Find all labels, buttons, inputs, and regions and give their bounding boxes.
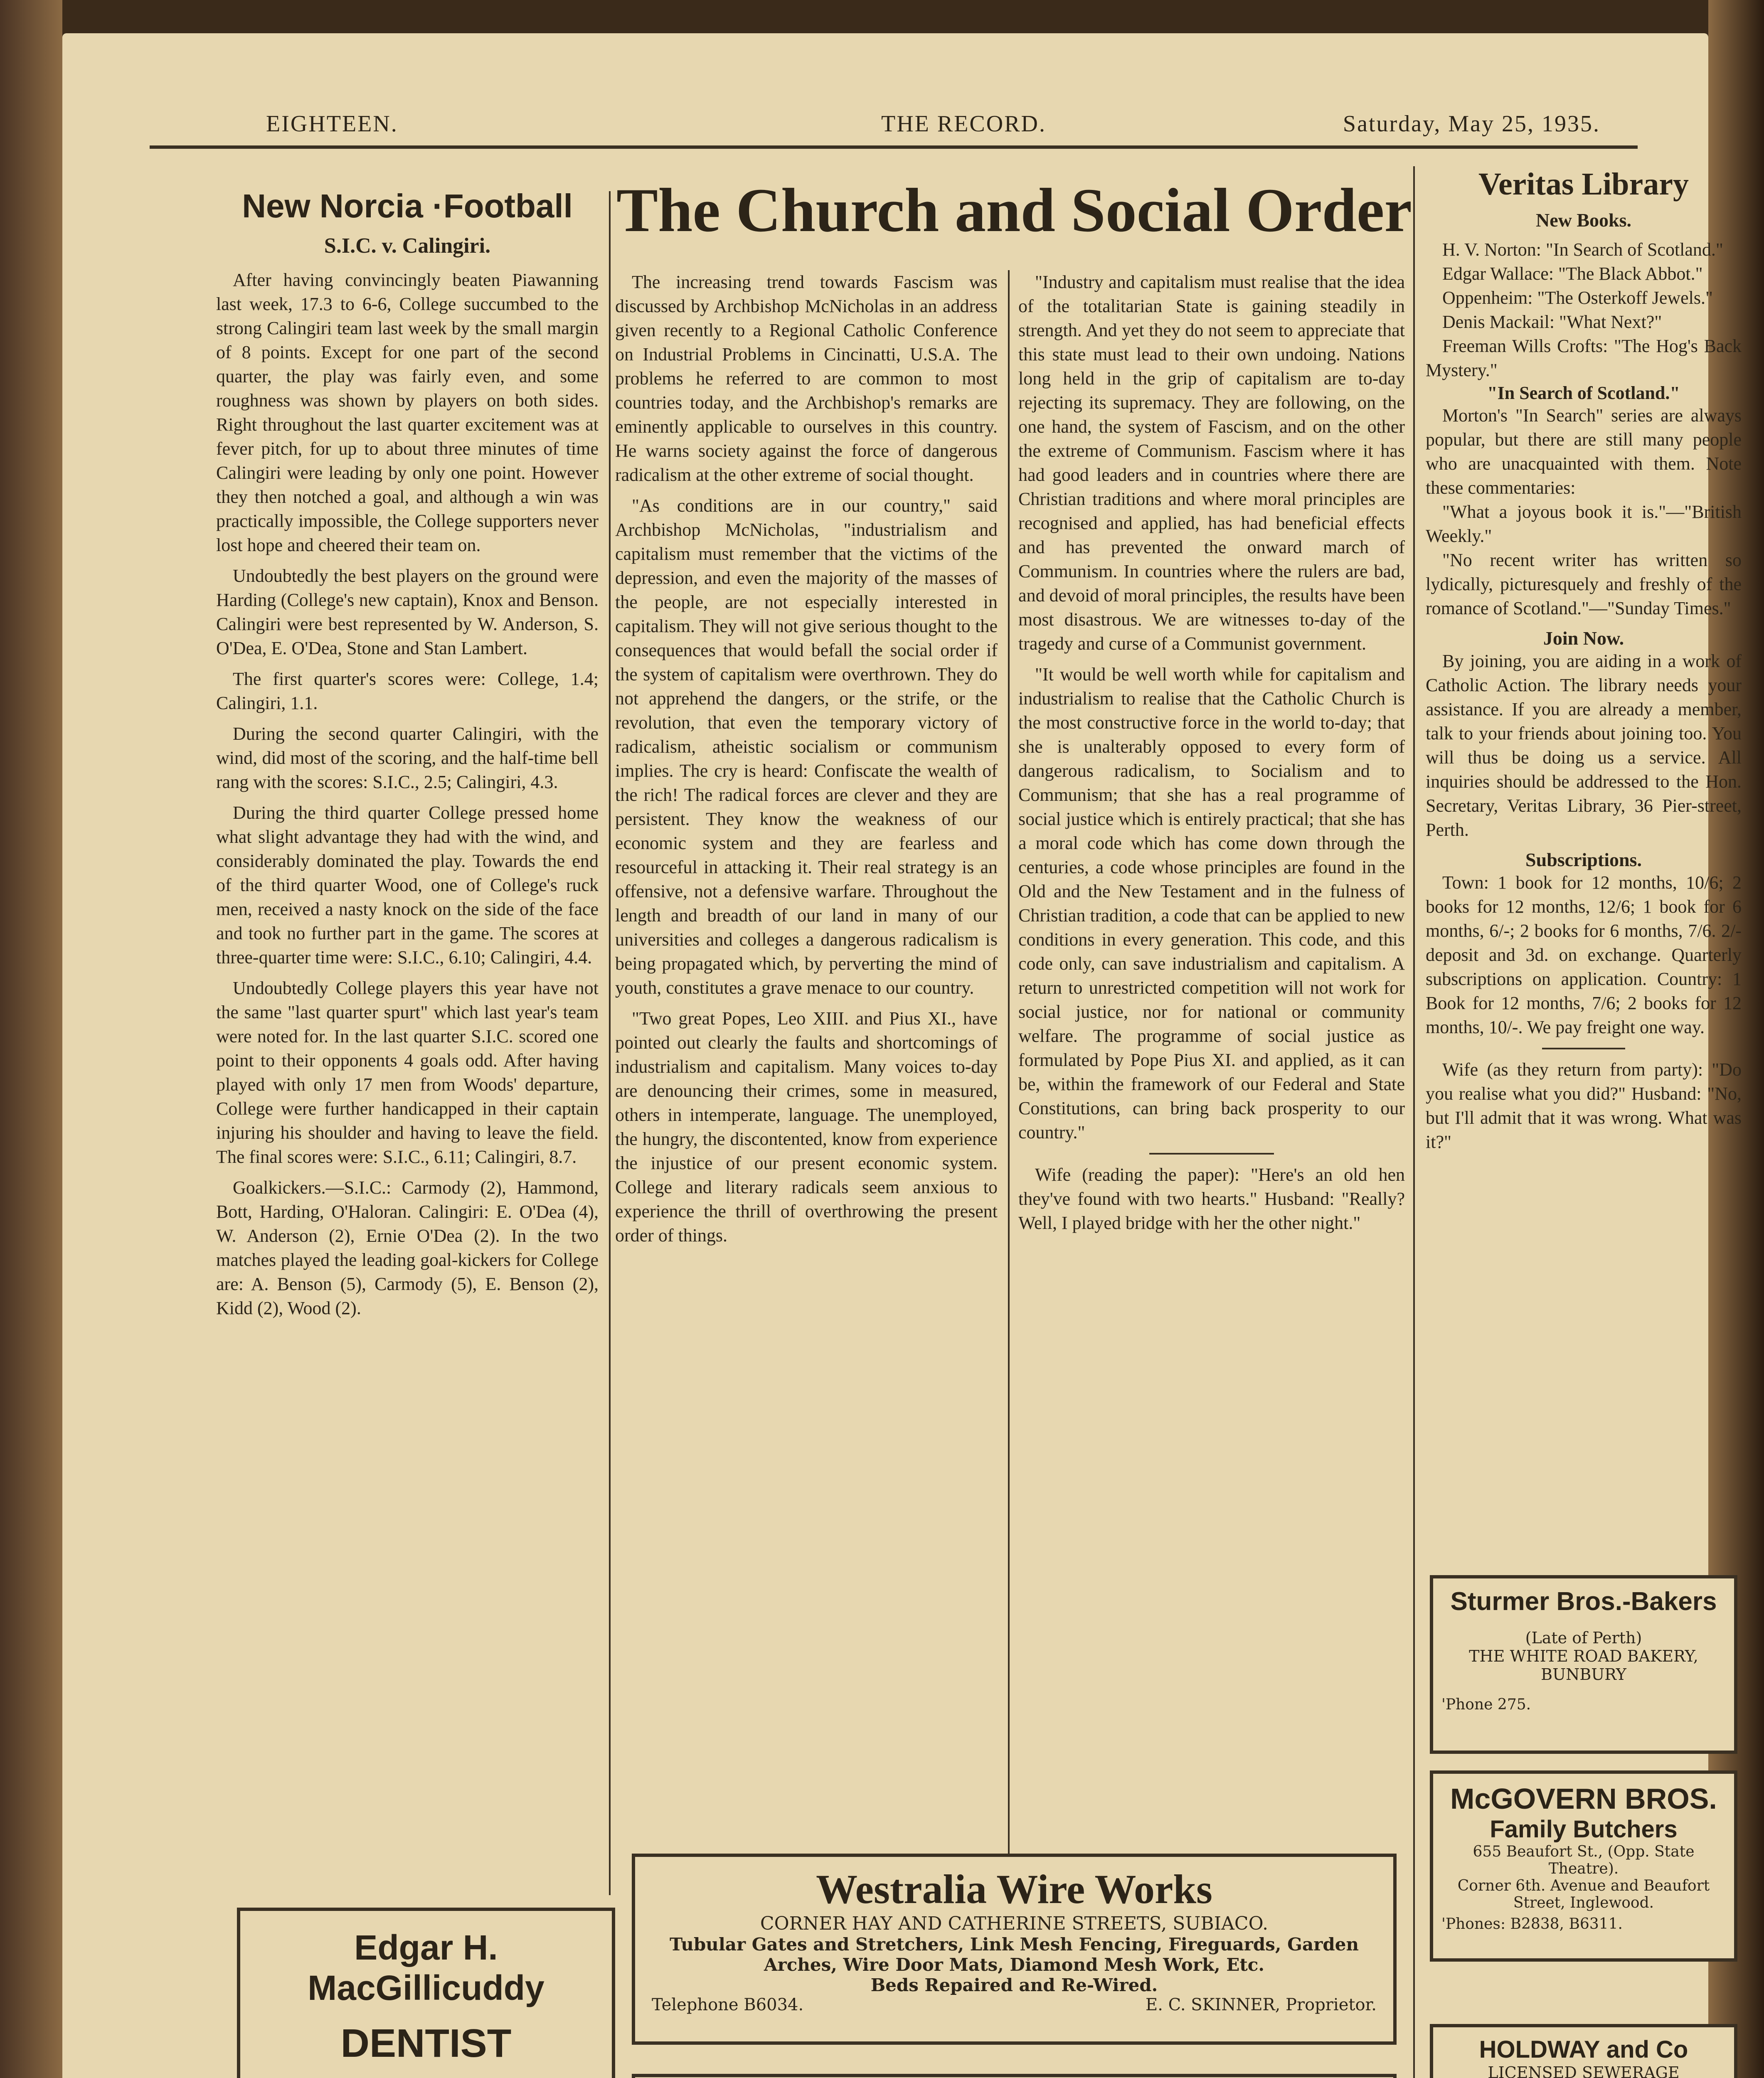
- ad-address: CORNER HAY AND CATHERINE STREETS, SUBIACO.: [760, 1913, 1269, 1934]
- join-now-heading: Join Now.: [1543, 628, 1624, 649]
- ad-phone: 'Phones: B2838, B6311.: [1441, 1916, 1623, 1933]
- ad-address: 655 Beaufort St., (Opp. State Theatre).: [1473, 1843, 1695, 1877]
- ad-line: Tubular Gates and Stretchers, Link Mesh Fencing, Fireguards, Garden: [670, 1934, 1359, 1955]
- book-entry: H. V. Norton: "In Search of Scotland.": [1442, 239, 1723, 260]
- join-text: By joining, you are aiding in a work of Catholic Action. The library needs your assistance. If you are already a member, talk to your friends about joining too. You will thus be doing us a service. All inquiries should be addressed to the Hon. Secretary, Veritas Library, 36 Pier-street, Perth.: [1426, 651, 1742, 840]
- church-para: The increasing trend towards Fascism was discussed by Archbishop McNicholas in an address given recently to a Regional Catholic Conference on Industrial Problems in Cincinatti, U.S.A. The problems he referred to are common to most countries today, and the Archbishop's remarks are eminently applicable to ourselves in this country. He warns society against the force of dangerous radicalism at the other extreme of social thought.: [615, 272, 998, 485]
- ad-sturmer: [1430, 1575, 1737, 1754]
- subscriptions-heading: Subscriptions.: [1525, 849, 1642, 870]
- ad-subtitle: Family Butchers: [1490, 1816, 1678, 1843]
- ad-address: Corner 6th. Avenue and Beaufort Street, Inglewood.: [1457, 1877, 1710, 1911]
- ad-name: Edgar H. MacGillicuddy: [308, 1928, 544, 2007]
- football-title: New Norcia ·Football: [242, 187, 573, 224]
- ad-name: HOLDWAY and Co: [1479, 2036, 1688, 2063]
- ad-macgillicuddy: [237, 1908, 615, 2078]
- football-para: During the third quarter College pressed home what slight advantage they had with the wind, and considerably dominated the play. Towards the end of the third quarter Wood, one of College's ruck men, received a nasty knock on the side of the face and took no further part in the game. The scores at three-quarter time were: S.I.C., 6.10; Calingiri, 4.4.: [216, 803, 599, 968]
- football-subtitle: S.I.C. v. Calingiri.: [324, 234, 491, 258]
- ad-line: Arches, Wire Door Mats, Diamond Mesh Work, Etc.: [764, 1955, 1264, 1975]
- ad-name: Westralia Wire Works: [816, 1866, 1212, 1912]
- publication-title: THE RECORD.: [881, 111, 1046, 137]
- church-title: The Church and Social Order: [616, 176, 1412, 245]
- ad-title: DENTIST: [340, 2021, 512, 2066]
- issue-date: Saturday, May 25, 1935.: [1343, 111, 1600, 137]
- page-number: EIGHTEEN.: [266, 111, 398, 137]
- column-rule: [609, 191, 611, 1895]
- ad-holdway: [1430, 2024, 1737, 2078]
- page-header: [150, 83, 1638, 149]
- divider: [1149, 1153, 1274, 1155]
- football-para: Undoubtedly the best players on the ground were Harding (College's new captain), Knox and Benson. Calingiri were best represented by W. Anderson, S. O'Dea, E. O'Dea, Stone and Stan Lambert.: [216, 566, 599, 658]
- church-para: "Two great Popes, Leo XIII. and Pius XI., have pointed out clearly the faults and shortcomings of industrialism and capitalism. Many voices to-day are denouncing their crimes, some in measured, others in intemperate, language. The unemployed, the hungry, the discontented, know from experience the injustice of our present economic system. College and literary radicals seem anxious to experience the thrill of overthrowing the present order of things.: [615, 1008, 998, 1246]
- ad-line: LICENSED SEWERAGE: [1488, 2063, 1680, 2078]
- ad-line: Beds Repaired and Re-Wired.: [870, 1975, 1158, 1995]
- review-quote: "What a joyous book it is."—"British Weekly.": [1426, 502, 1742, 546]
- veritas-title: Veritas Library: [1478, 167, 1689, 202]
- football-para: The first quarter's scores were: College, 1.4; Calingiri, 1.1.: [216, 669, 599, 713]
- book-entry: Freeman Wills Crofts: "The Hog's Back Mystery.": [1426, 336, 1742, 380]
- ad-mcgovern: [1430, 1770, 1737, 1962]
- football-article: [216, 187, 599, 1327]
- veritas-joke: Wife (as they return from party): "Do you realise what you did?" Husband: "No, but I'll admit that it was wrong. What was it?": [1426, 1059, 1742, 1152]
- ad-westralia: [632, 1854, 1397, 2045]
- ad-phone: Telephone B6034.: [652, 1995, 804, 2014]
- ad-line: BUNBURY: [1541, 1665, 1626, 1684]
- ad-proprietor: E. C. SKINNER, Proprietor.: [1146, 1995, 1377, 2014]
- football-para: Undoubtedly College players this year have not the same "last quarter spurt" which last year's team were noted for. In the last quarter S.I.C. scored one point to their opponents 4 goals odd. After having played with only 17 men from Woods' departure, College were further handicapped in their captain injuring his shoulder and having to leave the field. The final scores were: S.I.C., 6.11; Calingiri, 8.7.: [216, 978, 599, 1167]
- church-joke: Wife (reading the paper): "Here's an old hen they've found with two hearts." Husband: "Really? Well, I played bridge with her the other night.": [1018, 1165, 1405, 1233]
- ad-name: Sturmer Bros.-Bakers: [1450, 1587, 1717, 1616]
- new-books-heading: New Books.: [1535, 209, 1632, 231]
- column-rule: [1008, 270, 1010, 1858]
- review-text: Morton's "In Search" series are always popular, but there are still many people who are unacquainted with them. Note these commentaries:: [1426, 405, 1742, 498]
- church-para: "It would be well worth while for capitalism and industrialism to realise that the Catholic Church is the most constructive force in the world to-day; that she is unalterably opposed to every form of dangerous radicalism, to Socialism and to Communism; that she has a real programme of social justice which is entirely practical; that she has a moral code which has come down through the centuries, a code whose principles are found in the Old and the New Testament and in the fulness of Christian tradition, a code that can be applied to new conditions in every generation. This code, and this code only, can save industrialism and capitalism. A return to unrestricted competition will not work for social justice, nor for national or community welfare. The programme of social justice as formulated by Pope Pius XI. and applied, as it can be, within the framework of our Federal and State Constitutions, can bring back prosperity to our country.": [1018, 664, 1405, 1142]
- church-column-2: [1018, 270, 1405, 1242]
- ad-line: THE WHITE ROAD BAKERY,: [1469, 1647, 1698, 1665]
- column-rule: [1413, 166, 1415, 2078]
- church-para: "As conditions are in our country," said Archbishop McNicholas, "industrialism and capitalism must remember that the victims of the depression, and even the majority of the masses of the people, are not especially interested in capitalism. They will not give serious thought to the consequences that would befall the social order if the system of capitalism were overthrown. They do not apprehend the dangers, or the strife, or the revolution, that even the temporary victory of radicalism, atheistic socialism or communism implies. The cry is heard: Confiscate the wealth of the rich! The radical forces are clever and they are persistent. They know the weakness of our economic system and they are fearless and resourceful in attacking it. Their real strategy is an offensive, not a defensive warfare. Throughout the length and breadth of our land in many of our universities and colleges a dangerous radicalism is being propagated which, by perverting the mind of youth, constitutes a grave menace to our country.: [615, 495, 998, 998]
- veritas-library: [1426, 166, 1742, 1161]
- ad-phone: 'Phone 275.: [1441, 1696, 1531, 1713]
- subscriptions-text: Town: 1 book for 12 months, 10/6; 2 books for 12 months, 12/6; 1 book for 6 months, 6/-; 2 books for 6 months, 7/6. 2/- deposit and 3d. on exchange. Quarterly subscriptions on application. Country: 1 Book for 12 months, 7/6; 2 books for 12 months, 10/-. We pay freight one way.: [1426, 872, 1742, 1037]
- ad-galvin: [632, 2074, 1397, 2078]
- review-quote: "No recent writer has written so lydically, picturesquely and freshly of the romance of Scotland."—"Sunday Times.": [1426, 550, 1742, 618]
- divider: [1542, 1048, 1625, 1049]
- in-search-heading: "In Search of Scotland.": [1487, 383, 1680, 403]
- book-entry: Edgar Wallace: "The Black Abbot.": [1442, 263, 1703, 284]
- ad-line: (Late of Perth): [1525, 1629, 1642, 1647]
- church-para: "Industry and capitalism must realise that the idea of the totalitarian State is gaining steadily in strength. And yet they do not seem to appreciate that this state must lead to their own undoing. Nations long held in the grip of capitalism are to-day rejecting its supremacy. They are following, on the one hand, the system of Fascism, and on the other the extreme of Communism. Fascism where it has had good leaders and in countries where there are Christian traditions and where moral principles are recognised and applied, has had beneficial effects and has prevented the onward march of Communism. In countries where the rulers are bad, and devoid of moral principles, the results have been most disastrous. We are witnesses to-day of the tragedy and curse of a Communist government.: [1018, 272, 1405, 654]
- book-spine: [0, 0, 62, 2078]
- ad-name: McGOVERN BROS.: [1450, 1783, 1717, 1815]
- book-entry: Denis Mackail: "What Next?": [1442, 312, 1662, 332]
- football-para: During the second quarter Calingiri, with the wind, did most of the scoring, and the half-time bell rang with the scores: S.I.C., 2.5; Calingiri, 4.3.: [216, 724, 599, 792]
- book-entry: Oppenheim: "The Osterkoff Jewels.": [1442, 288, 1713, 308]
- church-column-1: [615, 270, 998, 1254]
- football-para: After having convincingly beaten Piawanning last week, 17.3 to 6-6, College succumbed to the strong Calingiri team last week by the small margin of 8 points. Except for one part of the second quarter, the play was fairly even, and some roughness was shown by players on both sides. Right throughout the last quarter excitement was at fever pitch, for up to about three minutes of time Calingiri were leading by only one point. However they then notched a goal, and although a win was practically impossible, the College supporters never lost hope and cheered their team on.: [216, 270, 599, 555]
- football-para: Goalkickers.—S.I.C.: Carmody (2), Hammond, Bott, Harding, O'Haloran. Calingiri: E. O'Dea (4), W. Anderson (2), Ernie O'Dea (2). In the two matches played the leading goal-kickers for College are: A. Benson (5), Carmody (5), E. Benson (2), Kidd (2), Wood (2).: [216, 1177, 599, 1318]
